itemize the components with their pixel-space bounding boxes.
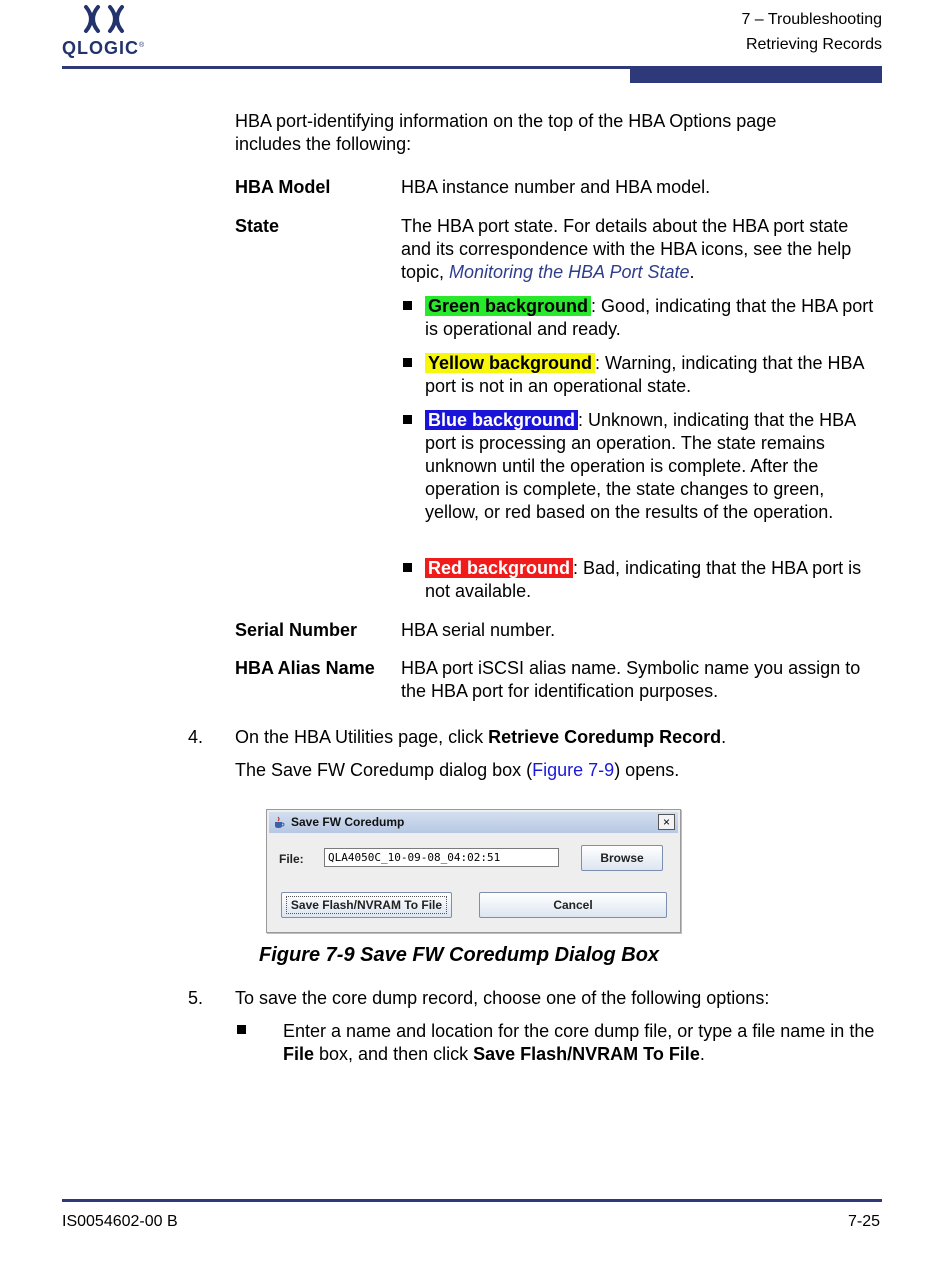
focus-ring: Save Flash/NVRAM To File (286, 896, 447, 914)
def-term-serial-number: Serial Number (235, 620, 358, 640)
state-item-red: Red background : Bad, indicating that the HBA port is not available. (425, 558, 862, 601)
close-icon[interactable]: × (658, 814, 675, 830)
green-background-badge: Green background (425, 296, 591, 316)
header-accent-bar (630, 66, 882, 83)
bullet-square-icon (403, 563, 412, 572)
bullet-square-icon (403, 415, 412, 424)
step-4-number: 4. (188, 727, 204, 747)
bullet-square-icon (403, 358, 412, 367)
figure-7-9-link[interactable]: Figure 7-9 (532, 760, 615, 780)
qlogic-logo-icon (82, 4, 126, 34)
step-5-option: Enter a name and location for the core dump file, or type a file name in the File box, and then click Save Flash/NVRAM To File. (283, 1021, 875, 1064)
section-title: Retrieving Records (745, 36, 882, 53)
java-cup-icon (273, 816, 285, 829)
state-item-green: Green background : Good, indicating that the HBA port is operational and ready. (425, 296, 874, 339)
step-5-text: To save the core dump record, choose one of the following options: (235, 988, 770, 1008)
browse-button[interactable]: Browse (581, 845, 663, 871)
red-background-badge: Red background (425, 558, 573, 578)
state-item-yellow: Yellow background : Warning, indicating that the HBA port is not in an operational state. (425, 353, 864, 396)
step-5-number: 5. (188, 988, 204, 1008)
save-fw-coredump-dialog (266, 809, 681, 933)
bullet-square-icon (403, 301, 412, 310)
blue-background-badge: Blue background (425, 410, 578, 430)
def-term-hba-model: HBA Model (235, 177, 331, 197)
file-label: File: (279, 852, 304, 866)
dialog-title: Save FW Coredump (291, 815, 405, 829)
page-number: 7-25 (847, 1213, 880, 1230)
bullet-square-icon (237, 1025, 246, 1034)
def-desc-state: The HBA port state. For details about the HBA port state and its correspondence with the HBA icons, see the help topic, Monitoring the HBA Port State. (401, 216, 852, 282)
def-term-hba-alias: HBA Alias Name (235, 658, 375, 678)
figure-caption: Figure 7-9 Save FW Coredump Dialog Box (259, 944, 660, 966)
qlogic-logo (62, 4, 152, 58)
chapter-title: 7 – Troubleshooting (741, 11, 882, 28)
def-term-state: State (235, 216, 280, 236)
monitoring-port-state-link[interactable]: Monitoring the HBA Port State (449, 262, 690, 282)
yellow-background-badge: Yellow background (425, 353, 595, 373)
cancel-button[interactable]: Cancel (479, 892, 667, 918)
def-desc-hba-model: HBA instance number and HBA model. (401, 177, 711, 197)
document-id: IS0054602-00 B (62, 1213, 178, 1230)
footer-rule (62, 1199, 882, 1202)
qlogic-wordmark: QLOGIC® (62, 38, 146, 58)
def-desc-serial-number: HBA serial number. (401, 620, 556, 640)
dialog-title-bar (269, 812, 678, 833)
step-4-result: The Save FW Coredump dialog box (Figure 7-9) opens. (235, 760, 680, 780)
running-header (741, 7, 882, 57)
step-4-text: On the HBA Utilities page, click Retrieve Coredump Record. (235, 727, 727, 747)
file-input[interactable]: QLA4050C_10-09-08_04:02:51 (324, 848, 559, 867)
def-desc-hba-alias: HBA port iSCSI alias name. Symbolic name you assign to the HBA port for identification purposes. (401, 658, 861, 701)
state-item-blue: Blue background : Unknown, indicating that the HBA port is processing an operation. The state remains unknown until the operation is complete. After the operation is complete, the state changes to green, yellow, or red based on the results of the operation. (425, 410, 856, 522)
intro-paragraph: HBA port-identifying information on the top of the HBA Options page includes the following: (235, 111, 777, 154)
save-flash-nvram-button[interactable] (281, 892, 452, 918)
